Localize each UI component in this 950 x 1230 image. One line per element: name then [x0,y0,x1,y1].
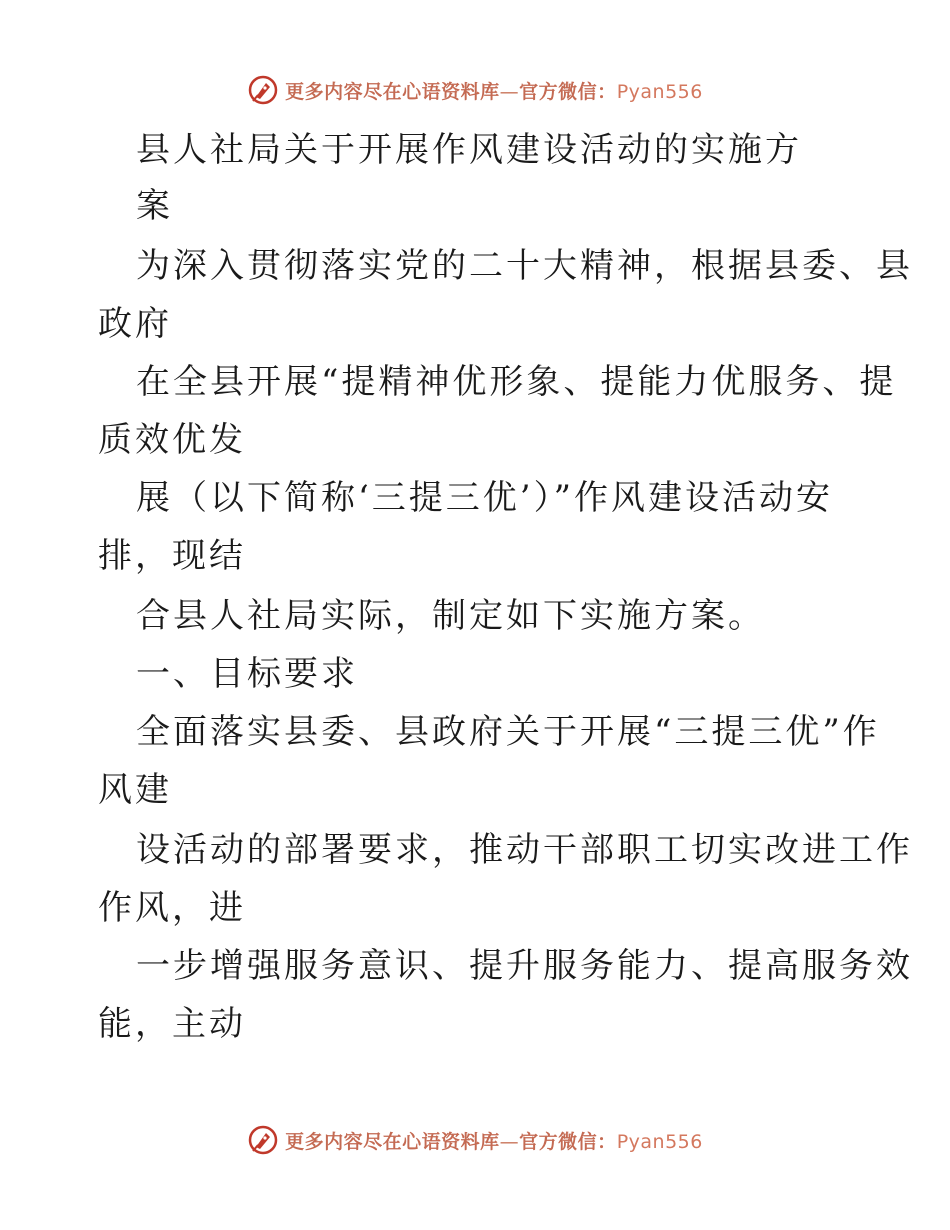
watermark-text [285,1127,703,1154]
text-line: 设活动的部署要求，推动干部职工切实改进工作 [136,830,913,870]
watermark-main-text: 更多内容尽在心语资料库 [285,1130,500,1153]
text-line: 为深入贯彻落实党的二十大精神，根据县委、县 [136,246,913,286]
header-watermark [0,70,950,110]
text-line: 一、目标要求 [136,654,358,694]
pen-nib-logo-icon [247,1124,279,1156]
watermark-separator: — [499,1130,520,1153]
text-line: 在全县开展“提精神优形象、提能力优服务、提 [136,362,897,402]
text-line: 展（以下简称‘三提三优’）”作风建设活动安 [136,478,833,518]
text-line: 风建 [98,770,172,810]
watermark-text [285,77,703,104]
watermark-main-text: 更多内容尽在心语资料库 [285,80,500,103]
text-line: 案 [136,186,173,226]
text-line: 全面落实县委、县政府关于开展“三提三优”作 [136,712,880,752]
watermark-wechat-id: Pyan556 [616,1130,703,1153]
pen-nib-logo-icon [247,74,279,106]
text-line: 政府 [98,304,172,344]
text-line: 一步增强服务意识、提升服务能力、提高服务效 [136,946,913,986]
text-line: 质效优发 [98,420,246,460]
watermark-wechat-label: 官方微信： [519,80,617,103]
watermark-separator: — [499,80,520,103]
text-line: 作风，进 [98,888,246,928]
watermark-wechat-label: 官方微信： [519,1130,617,1153]
footer-watermark [0,1120,950,1160]
text-line: 合县人社局实际，制定如下实施方案。 [136,596,765,636]
text-line: 排，现结 [98,536,246,576]
text-line: 能，主动 [98,1004,246,1044]
watermark-wechat-id: Pyan556 [616,80,703,103]
text-line: 县人社局关于开展作风建设活动的实施方 [136,130,802,170]
